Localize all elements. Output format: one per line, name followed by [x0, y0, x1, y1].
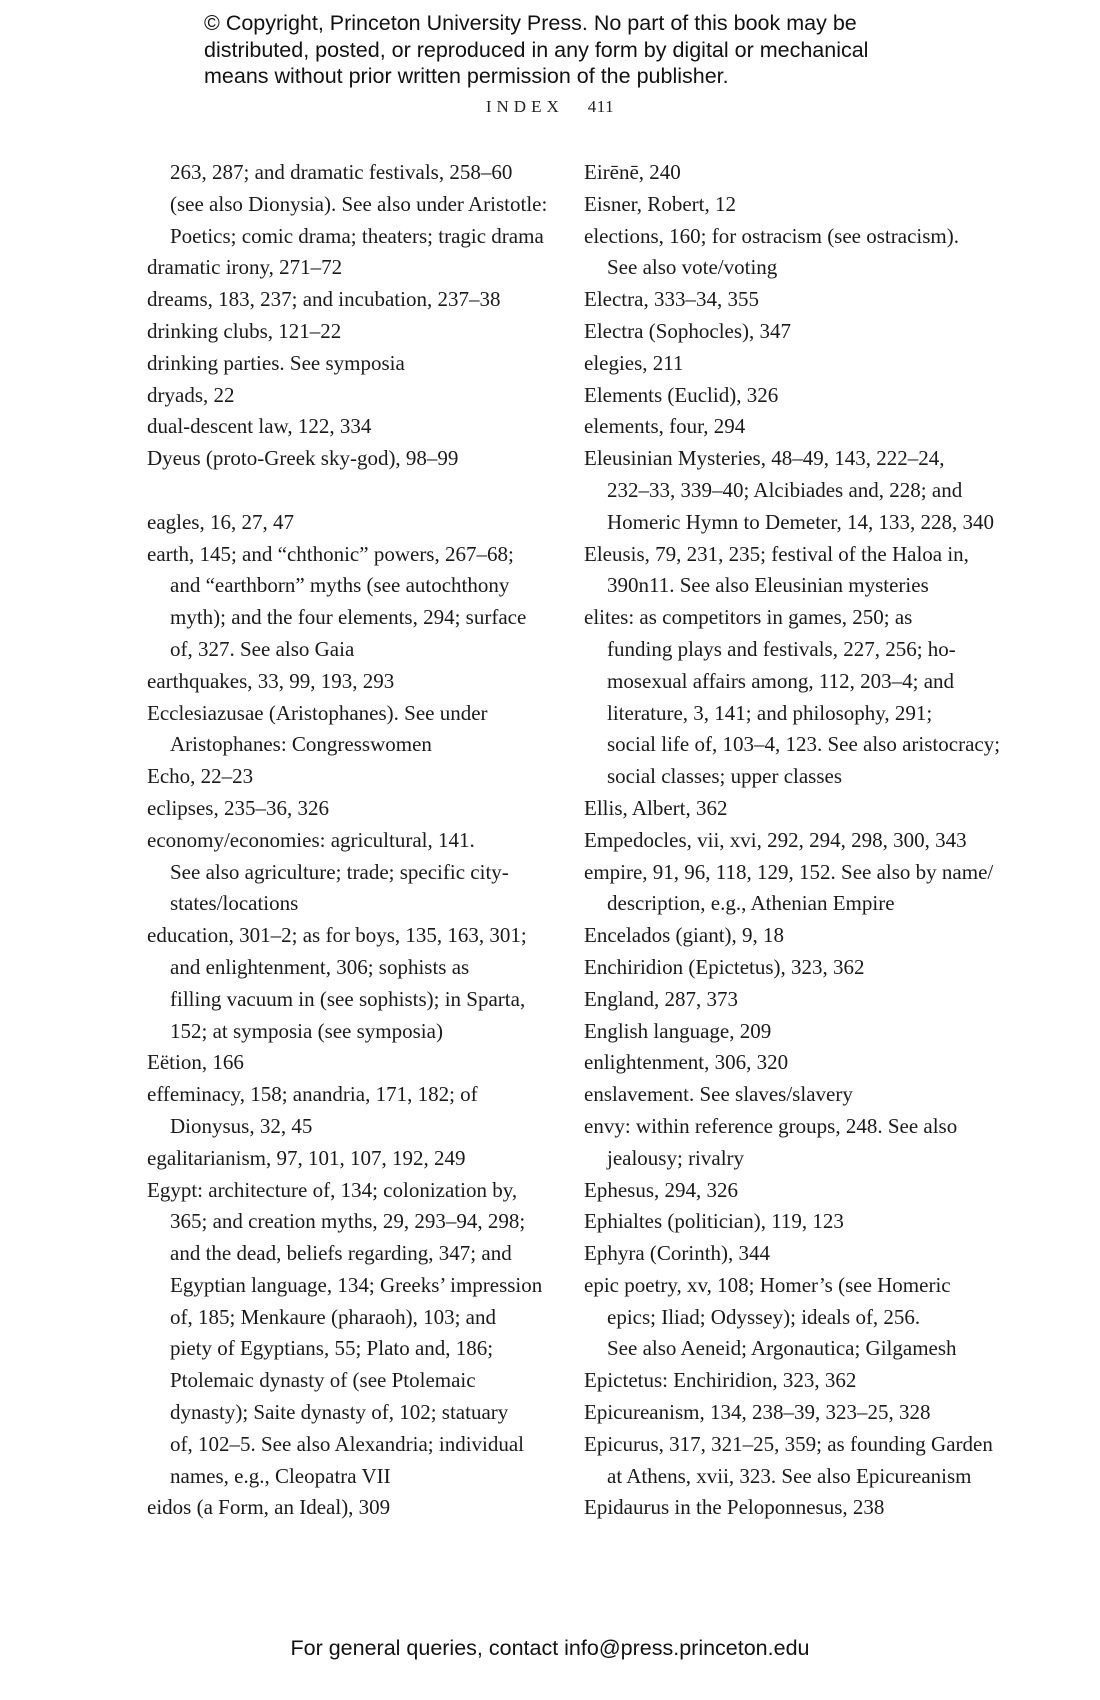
running-head-title: INDEX	[485, 97, 564, 116]
index-entry: effeminacy, 158; anandria, 171, 182; of	[147, 1082, 478, 1107]
index-entry: Ephialtes (politician), 119, 123	[584, 1209, 844, 1234]
index-entry-continuation: names, e.g., Cleopatra VII	[170, 1463, 391, 1488]
index-entry: Enchiridion (Epictetus), 323, 362	[584, 954, 865, 979]
index-entry: Epidaurus in the Peloponnesus, 238	[584, 1495, 885, 1520]
index-entry-continuation: of, 185; Menkaure (pharaoh), 103; and	[170, 1304, 496, 1329]
index-entry: Egypt: architecture of, 134; colonization by,	[147, 1177, 518, 1202]
index-entry-continuation: See also agriculture; trade; specific city-	[170, 859, 509, 884]
index-entry: Ephesus, 294, 326	[584, 1177, 738, 1202]
copyright-line: distributed, posted, or reproduced in any form by digital or mechanical	[204, 37, 869, 62]
index-entry-continuation: description, e.g., Athenian Empire	[607, 891, 895, 916]
index-entry: earth, 145; and “chthonic” powers, 267–68;	[147, 541, 514, 566]
index-entry-continuation: of, 327. See also Gaia	[170, 636, 355, 661]
index-entry: egalitarianism, 97, 101, 107, 192, 249	[147, 1145, 466, 1170]
index-entry: Eisner, Robert, 12	[584, 191, 736, 216]
index-entry-continuation: funding plays and festivals, 227, 256; ho-	[607, 636, 956, 661]
index-entry-continuation: literature, 3, 141; and philosophy, 291;	[607, 700, 933, 725]
index-column-left	[147, 157, 547, 1524]
index-entry: Eëtion, 166	[147, 1050, 244, 1075]
index-entry-continuation: filling vacuum in (see sophists); in Sparta,	[170, 986, 526, 1011]
index-entry-continuation: Ptolemaic dynasty of (see Ptolemaic	[170, 1368, 476, 1393]
index-entry: empire, 91, 96, 118, 129, 152. See also by name/	[584, 859, 994, 884]
index-entry-continuation: epics; Iliad; Odyssey); ideals of, 256.	[607, 1304, 921, 1329]
footer-contact: For general queries, contact info@press.princeton.edu	[290, 1636, 810, 1660]
index-entry-continuation: See also vote/voting	[607, 255, 778, 280]
index-entry: Echo, 22–23	[147, 764, 254, 789]
index-entry-continuation: 390n11. See also Eleusinian mysteries	[607, 573, 929, 598]
index-entry: Electra (Sophocles), 347	[584, 318, 792, 343]
index-entry: dramatic irony, 271–72	[147, 255, 343, 280]
index-entry-continuation: See also Aeneid; Argonautica; Gilgamesh	[607, 1336, 957, 1361]
index-entry: drinking parties. See symposia	[147, 350, 405, 375]
index-entry: eclipses, 235–36, 326	[147, 795, 329, 820]
index-entry: epic poetry, xv, 108; Homer’s (see Homeric	[584, 1272, 951, 1297]
index-entry-continuation: Poetics; comic drama; theaters; tragic drama	[170, 223, 544, 248]
copyright-line: © Copyright, Princeton University Press. No part of this book may be	[204, 11, 857, 35]
index-entry: Encelados (giant), 9, 18	[584, 923, 785, 948]
index-entry-continuation: 232–33, 339–40; Alcibiades and, 228; and	[607, 477, 963, 502]
index-entry: envy: within reference groups, 248. See also	[584, 1113, 958, 1138]
index-column-right	[584, 157, 1001, 1524]
index-entry-continuation: and the dead, beliefs regarding, 347; and	[170, 1241, 512, 1266]
index-entry: Ephyra (Corinth), 344	[584, 1241, 771, 1266]
index-entry: Eleusis, 79, 231, 235; festival of the Haloa in,	[584, 541, 969, 566]
index-entry-continuation: piety of Egyptians, 55; Plato and, 186;	[170, 1336, 494, 1361]
index-entry: elites: as competitors in games, 250; as	[584, 605, 913, 630]
index-entry-continuation: and enlightenment, 306; sophists as	[170, 954, 470, 979]
index-entry-continuation: social classes; upper classes	[607, 764, 843, 789]
index-entry: Electra, 333–34, 355	[584, 287, 759, 312]
index-entry-continuation: 152; at symposia (see symposia)	[170, 1018, 443, 1043]
index-entry: enlightenment, 306, 320	[584, 1050, 789, 1075]
index-entry-continuation: myth); and the four elements, 294; surface	[170, 605, 527, 630]
section-gap	[147, 475, 547, 507]
index-entry: elections, 160; for ostracism (see ostracism).	[584, 223, 959, 248]
index-entry: enslavement. See slaves/slavery	[584, 1082, 853, 1107]
index-entry: Ecclesiazusae (Aristophanes). See under	[147, 700, 488, 725]
index-entry: Dyeus (proto-Greek sky-god), 98–99	[147, 446, 459, 471]
index-entry: Eleusinian Mysteries, 48–49, 143, 222–24,	[584, 446, 945, 471]
index-entry-continuation: and “earthborn” myths (see autochthony	[170, 573, 510, 598]
index-entry-continuation: dynasty); Saite dynasty of, 102; statuary	[170, 1400, 509, 1425]
index-entry: Eirēnē, 240	[584, 160, 681, 184]
copyright-line: means without prior written permission of the publisher.	[204, 64, 729, 88]
index-entry: Epicureanism, 134, 238–39, 323–25, 328	[584, 1400, 931, 1425]
index-entry: dreams, 183, 237; and incubation, 237–38	[147, 287, 501, 312]
running-head	[0, 97, 1100, 117]
index-entry: English language, 209	[584, 1018, 772, 1043]
index-entry: Ellis, Albert, 362	[584, 795, 728, 820]
index-entry: dual-descent law, 122, 334	[147, 414, 372, 439]
index-entry: drinking clubs, 121–22	[147, 318, 342, 343]
page-number: 411	[587, 97, 615, 116]
index-entry: Empedocles, vii, xvi, 292, 294, 298, 300, 343	[584, 827, 967, 852]
index-entry: dryads, 22	[147, 382, 235, 407]
index-entry: eagles, 16, 27, 47	[147, 509, 294, 534]
index-entry-continuation: 365; and creation myths, 29, 293–94, 298;	[170, 1209, 526, 1234]
index-entry: elements, four, 294	[584, 414, 746, 439]
index-entry-continuation: Homeric Hymn to Demeter, 14, 133, 228, 340	[607, 509, 995, 534]
index-entry: Elements (Euclid), 326	[584, 382, 779, 407]
index-entry-continuation: at Athens, xvii, 323. See also Epicureanism	[607, 1463, 972, 1488]
index-entry-continuation: Egyptian language, 134; Greeks’ impression	[170, 1272, 543, 1297]
index-entry-continuation: mosexual affairs among, 112, 203–4; and	[607, 668, 955, 693]
index-entry-continuation: of, 102–5. See also Alexandria; individual	[170, 1431, 525, 1456]
index-entry: eidos (a Form, an Ideal), 309	[147, 1495, 391, 1520]
index-entry: economy/economies: agricultural, 141.	[147, 827, 475, 852]
index-entry: education, 301–2; as for boys, 135, 163, 301;	[147, 923, 527, 948]
copyright-notice	[204, 10, 964, 90]
index-entry-continuation: 263, 287; and dramatic festivals, 258–60	[170, 160, 513, 184]
index-entry-continuation: social life of, 103–4, 123. See also aristocracy;	[607, 732, 1001, 757]
index-entry: England, 287, 373	[584, 986, 738, 1011]
index-entry-continuation: (see also Dionysia). See also under Aristotle:	[170, 191, 548, 216]
index-entry-continuation: states/locations	[170, 891, 299, 916]
index-entry-continuation: Dionysus, 32, 45	[170, 1113, 313, 1138]
index-entry-continuation: jealousy; rivalry	[607, 1145, 745, 1170]
index-entry-continuation: Aristophanes: Congresswomen	[170, 732, 432, 757]
index-entry: elegies, 211	[584, 350, 684, 375]
index-entry: earthquakes, 33, 99, 193, 293	[147, 668, 395, 693]
index-entry: Epicurus, 317, 321–25, 359; as founding Garden	[584, 1431, 993, 1456]
index-entry: Epictetus: Enchiridion, 323, 362	[584, 1368, 857, 1393]
